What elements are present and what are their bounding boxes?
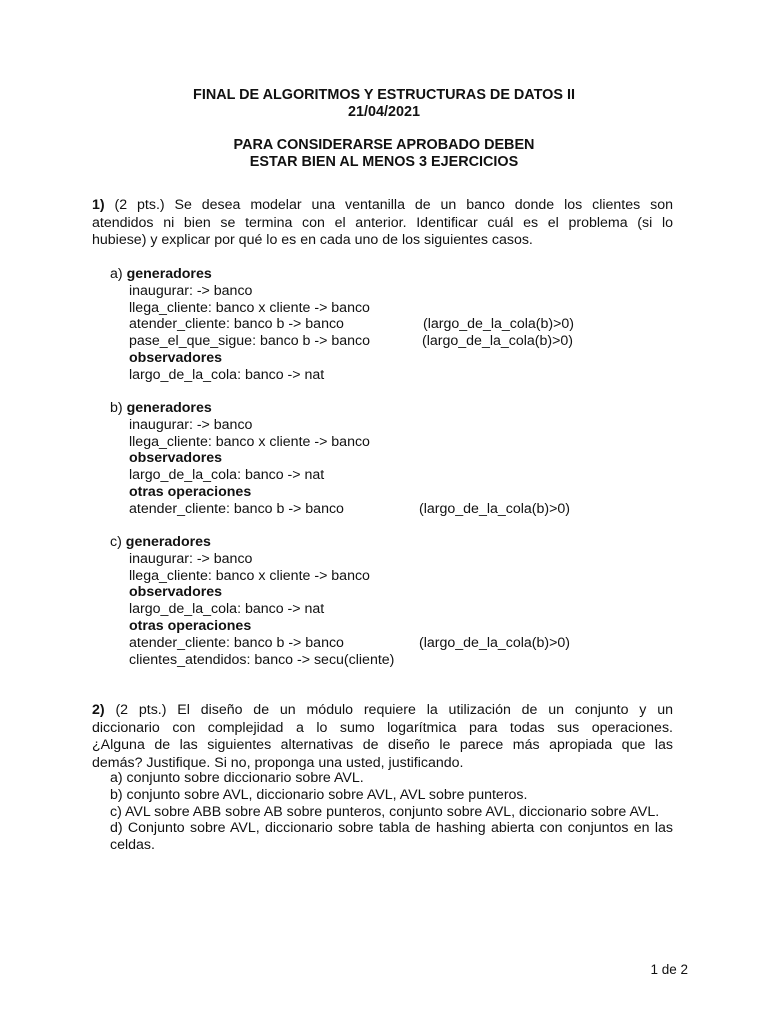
statement-line: 2) (2 pts.) El diseño de un módulo requiere la utilización de un conjunto y un [92, 702, 673, 718]
case-header: b) generadores [110, 400, 212, 416]
exam-title [0, 87, 768, 121]
statement-line: diccionario con complejidad a lo sumo logarítmica para todas sus operaciones. [92, 719, 673, 736]
design-alternatives [110, 770, 673, 854]
statement-line: demás? Justifique. Si no, proponga una usted, justificando. [92, 754, 464, 771]
operation: inaugurar: -> banco [129, 550, 253, 567]
alternative-item: a) conjunto sobre diccionario sobre AVL. [110, 770, 364, 786]
approval-notice [0, 137, 768, 171]
operation: atender_cliente: banco b -> banco (largo_de_la_cola(b)>0) [129, 634, 571, 651]
operation: largo_de_la_cola: banco -> nat [129, 366, 325, 383]
case-header: c) generadores [110, 534, 211, 550]
case-c [110, 534, 571, 668]
exercise-1-statement [92, 197, 673, 250]
operation: clientes_atendidos: banco -> secu(cliente) [129, 651, 395, 668]
page-number: 1 de 2 [650, 962, 688, 977]
case-header: a) generadores [110, 266, 212, 282]
notice-line: ESTAR BIEN AL MENOS 3 EJERCICIOS [249, 154, 519, 170]
precondition: (largo_de_la_cola(b)>0) [419, 500, 571, 517]
section-heading: observadores [129, 584, 223, 601]
statement-line: hubiese) y explicar por qué lo es en cada uno de los siguientes casos. [92, 232, 533, 249]
exercise-number: 2) [92, 702, 105, 718]
operation: largo_de_la_cola: banco -> nat [129, 601, 325, 618]
statement-line: ¿Alguna de las siguientes alternativas de diseño le parece más apropiada que las [92, 737, 673, 754]
operation: inaugurar: -> banco [129, 416, 253, 433]
operation: inaugurar: -> banco [129, 282, 253, 299]
section-heading: observadores [129, 450, 223, 467]
operation: llega_cliente: banco x cliente -> banco [129, 567, 370, 584]
operation: atender_cliente: banco b -> banco (largo_de_la_cola(b)>0) [129, 316, 575, 333]
exercise-2-statement [92, 702, 673, 772]
operation: largo_de_la_cola: banco -> nat [129, 467, 325, 484]
operation: llega_cliente: banco x cliente -> banco [129, 433, 370, 450]
section-heading: generadores [125, 534, 211, 550]
section-heading: generadores [126, 266, 212, 282]
section-heading: otras operaciones [129, 617, 252, 634]
exercise-number: 1) [92, 197, 105, 213]
notice-line: PARA CONSIDERARSE APROBADO DEBEN [233, 137, 535, 153]
precondition: (largo_de_la_cola(b)>0) [423, 316, 575, 333]
operation: pase_el_que_sigue: banco b -> banco (largo_de_la_cola(b)>0) [129, 333, 574, 350]
case-a [110, 266, 575, 384]
case-b [110, 400, 571, 518]
precondition: (largo_de_la_cola(b)>0) [422, 333, 574, 350]
exam-date: 21/04/2021 [347, 104, 421, 120]
operation: llega_cliente: banco x cliente -> banco [129, 299, 370, 316]
statement-line: atendidos ni bien se termina con el anterior. Identificar cuál es el problema (si lo [92, 214, 673, 231]
operation: atender_cliente: banco b -> banco (largo_de_la_cola(b)>0) [129, 500, 571, 517]
precondition: (largo_de_la_cola(b)>0) [419, 634, 571, 651]
alternative-item: c) AVL sobre ABB sobre AB sobre punteros, conjunto sobre AVL, diccionario sobre AVL. [110, 803, 660, 820]
title-line: FINAL DE ALGORITMOS Y ESTRUCTURAS DE DATOS II [193, 87, 575, 103]
statement-line: 1) (2 pts.) Se desea modelar una ventanilla de un banco donde los clientes son [92, 197, 673, 213]
section-heading: observadores [129, 349, 223, 366]
section-heading: generadores [126, 400, 212, 416]
alternative-item: d) Conjunto sobre AVL, diccionario sobre tabla de hashing abierta con conjuntos en las celdas. [110, 820, 673, 854]
section-heading: otras operaciones [129, 483, 252, 500]
alternative-item: b) conjunto sobre AVL, diccionario sobre AVL, AVL sobre punteros. [110, 786, 528, 803]
